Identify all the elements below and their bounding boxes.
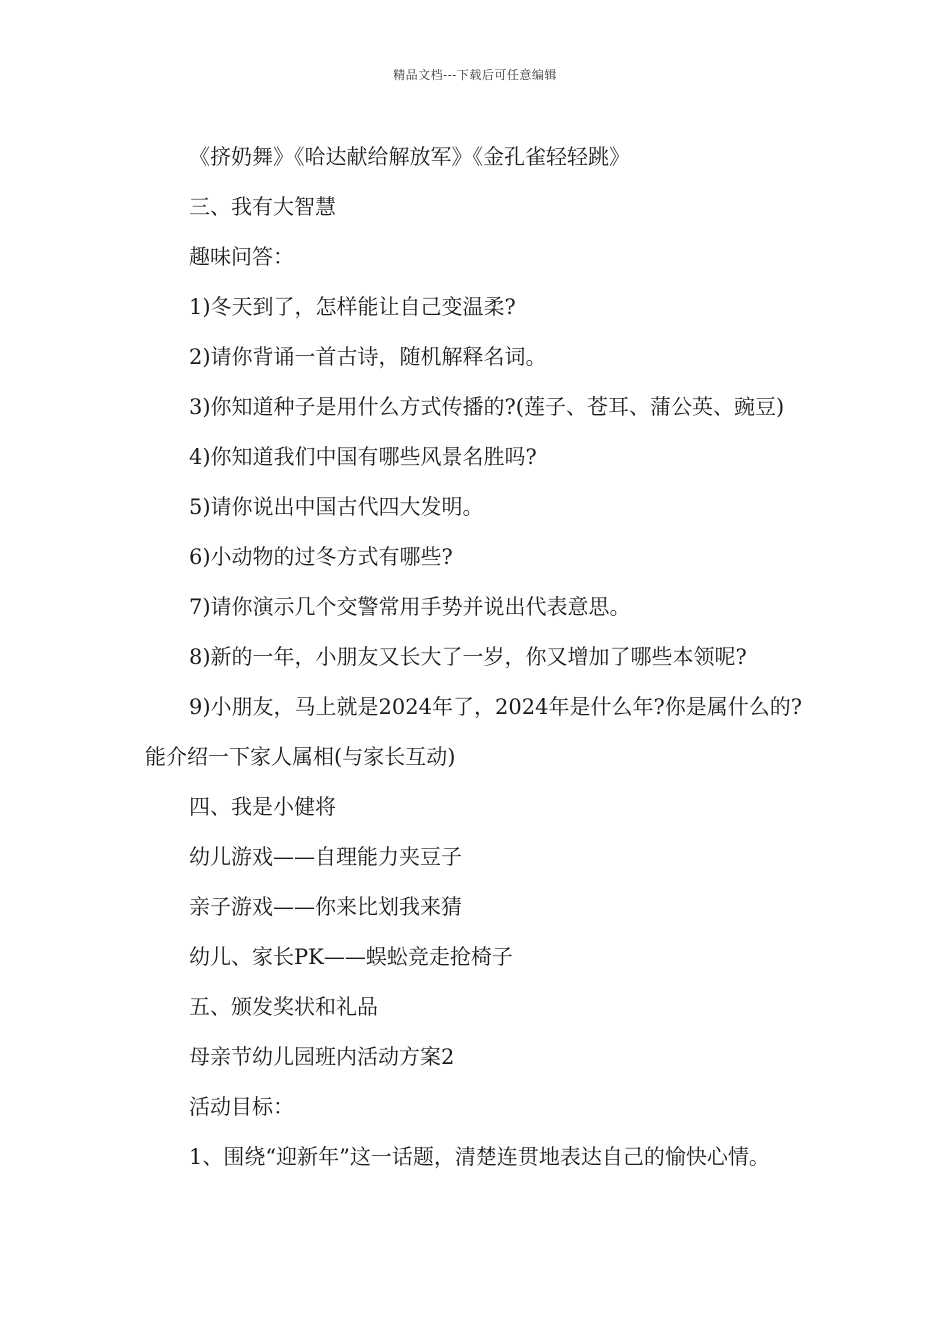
quiz-item-3: 3)你知道种子是用什么方式传播的?(莲子、苍耳、蒲公英、豌豆) bbox=[189, 395, 785, 419]
section-heading-4: 四、我是小健将 bbox=[189, 795, 336, 819]
quiz-item-1: 1)冬天到了，怎样能让自己变温柔? bbox=[189, 295, 516, 319]
goals-heading: 活动目标： bbox=[189, 1095, 294, 1119]
quiz-item-8: 8)新的一年，小朋友又长大了一岁，你又增加了哪些本领呢? bbox=[189, 645, 747, 669]
quiz-item-5: 5)请你说出中国古代四大发明。 bbox=[189, 495, 484, 519]
paragraph-quiz-intro: 趣味问答： bbox=[189, 245, 294, 269]
game-item-2: 亲子游戏——你来比划我来猜 bbox=[189, 895, 462, 919]
game-item-1: 幼儿游戏——自理能力夹豆子 bbox=[189, 845, 462, 869]
quiz-item-2: 2)请你背诵一首古诗，随机解释名词。 bbox=[189, 345, 547, 369]
game-item-3: 幼儿、家长PK——蜈蚣竞走抢椅子 bbox=[189, 945, 513, 969]
document-body bbox=[145, 132, 810, 1182]
quiz-item-9: 9)小朋友，马上就是2024年了，2024年是什么年?你是属什么的?能介绍一下家人属相(与家长互动) bbox=[145, 695, 802, 769]
plan-title-2: 母亲节幼儿园班内活动方案2 bbox=[189, 1045, 455, 1069]
paragraph-song-titles: 《挤奶舞》《哈达献给解放军》《金孔雀轻轻跳》 bbox=[189, 145, 630, 169]
quiz-item-7: 7)请你演示几个交警常用手势并说出代表意思。 bbox=[189, 595, 631, 619]
quiz-item-6: 6)小动物的过冬方式有哪些? bbox=[189, 545, 453, 569]
section-heading-5: 五、颁发奖状和礼品 bbox=[189, 995, 378, 1019]
goal-item-1: 1、围绕“迎新年”这一话题，清楚连贯地表达自己的愉快心情。 bbox=[189, 1145, 770, 1169]
quiz-item-4: 4)你知道我们中国有哪些风景名胜吗? bbox=[189, 445, 537, 469]
section-heading-3: 三、我有大智慧 bbox=[189, 195, 336, 219]
page-header: 精品文档---下载后可任意编辑 bbox=[393, 68, 557, 82]
